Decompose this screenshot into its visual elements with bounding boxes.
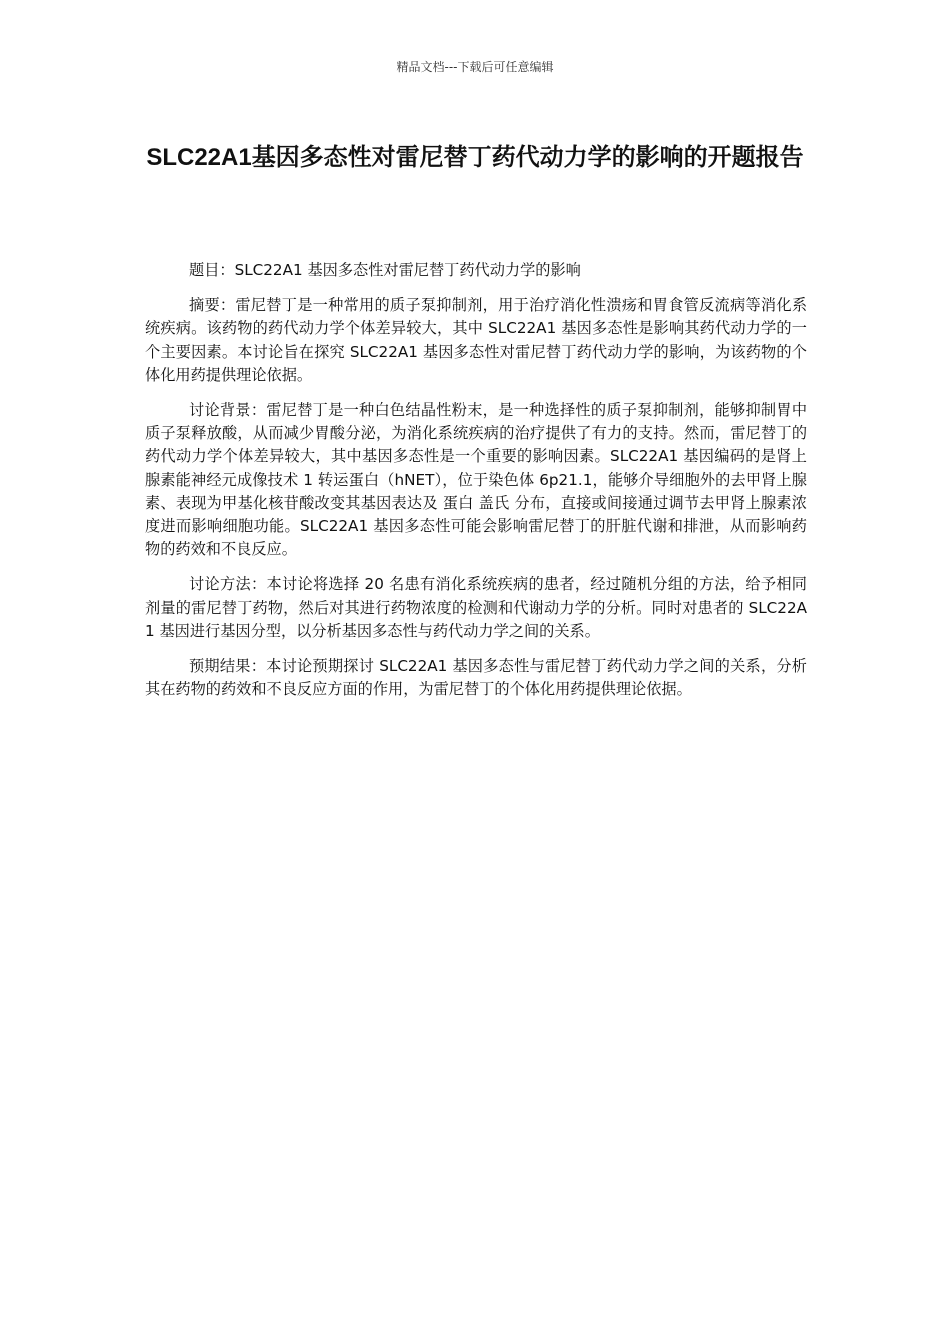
document-body	[145, 259, 807, 713]
paragraph-methods: 讨论方法：本讨论将选择 20 名患有消化系统疾病的患者，经过随机分组的方法，给予相同剂量的雷尼替丁药物，然后对其进行药物浓度的检测和代谢动力学的分析。同时对患者的 SLC22A1 基因进行基因分型，以分析基因多态性与药代动力学之间的关系。	[145, 575, 807, 640]
paragraph-expected-results: 预期结果：本讨论预期探讨 SLC22A1 基因多态性与雷尼替丁药代动力学之间的关系，分析其在药物的药效和不良反应方面的作用，为雷尼替丁的个体化用药提供理论依据。	[145, 657, 807, 699]
paragraph-topic: 题目：SLC22A1 基因多态性对雷尼替丁药代动力学的影响	[189, 261, 581, 279]
header-note: 精品文档---下载后可任意编辑	[396, 60, 554, 74]
document-title: SLC22A1基因多态性对雷尼替丁药代动力学的影响的开题报告	[146, 144, 804, 171]
paragraph-abstract: 摘要：雷尼替丁是一种常用的质子泵抑制剂，用于治疗消化性溃疡和胃食管反流病等消化系统疾病。该药物的药代动力学个体差异较大，其中 SLC22A1 基因多态性是影响其药代动力学的一个主要因素。本讨论旨在探究 SLC22A1 基因多态性对雷尼替丁药代动力学的影响，为该药物的个体化用药提供理论依据。	[145, 296, 807, 384]
paragraph-background: 讨论背景：雷尼替丁是一种白色结晶性粉末，是一种选择性的质子泵抑制剂，能够抑制胃中质子泵释放酸，从而减少胃酸分泌，为消化系统疾病的治疗提供了有力的支持。然而，雷尼替丁的药代动力学个体差异较大，其中基因多态性是一个重要的影响因素。SLC22A1 基因编码的是肾上腺素能神经元成像技术 1 转运蛋白（hNET），位于染色体 6p21.1，能够介导细胞外的去甲肾上腺素、表现为甲基化核苷酸改变其基因表达及 蛋白 盖氏 分布，直接或间接通过调节去甲肾上腺素浓度进而影响细胞功能。SLC22A1 基因多态性可能会影响雷尼替丁的肝脏代谢和排泄，从而影响药物的药效和不良反应。	[145, 401, 807, 559]
